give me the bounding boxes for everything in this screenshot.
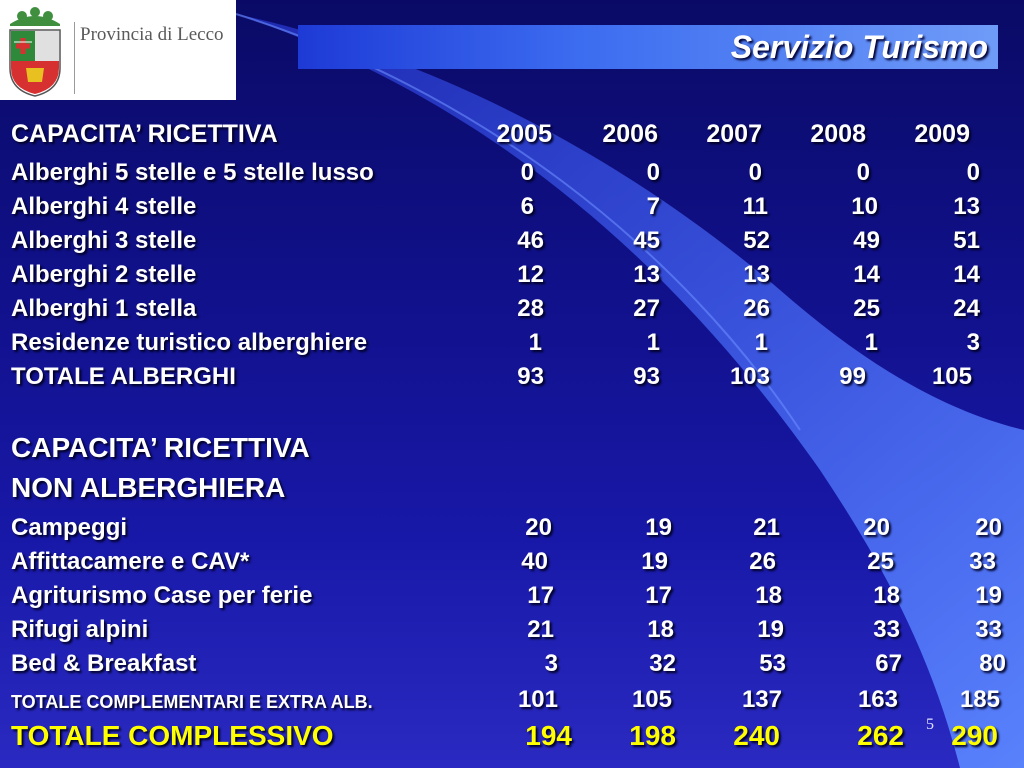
cell-value: 18 <box>873 582 900 609</box>
cell-value: 28 <box>517 295 544 322</box>
cell-value: 53 <box>759 650 786 677</box>
cell-value: 1 <box>646 329 660 356</box>
year-header: 2007 <box>706 120 762 148</box>
table-row <box>0 261 1024 293</box>
row-label: Bed & Breakfast <box>11 650 197 677</box>
cell-value: 25 <box>853 295 880 322</box>
table-row <box>0 616 1024 648</box>
page-title: Servizio Turismo <box>730 29 988 65</box>
cell-value: 13 <box>633 261 660 288</box>
cell-value: 0 <box>520 159 534 186</box>
cell-value: 25 <box>867 548 894 575</box>
cell-value: 198 <box>629 720 676 751</box>
table-row <box>0 514 1024 546</box>
cell-value: 40 <box>521 548 548 575</box>
cell-value: 33 <box>969 548 996 575</box>
row-label: TOTALE COMPLEMENTARI E EXTRA ALB. <box>11 692 373 712</box>
cell-value: 27 <box>633 295 660 322</box>
provincia-crest-icon <box>4 2 66 98</box>
cell-value: 33 <box>975 616 1002 643</box>
table-row <box>0 548 1024 580</box>
row-label: Alberghi 3 stelle <box>11 227 197 254</box>
cell-value: 45 <box>633 227 660 254</box>
cell-value: 3 <box>544 650 558 677</box>
cell-value: 80 <box>979 650 1006 677</box>
logo-area <box>0 0 236 100</box>
year-header: 2005 <box>496 120 552 148</box>
cell-value: 18 <box>755 582 782 609</box>
cell-value: 18 <box>647 616 674 643</box>
row-label: Alberghi 1 stella <box>11 295 197 322</box>
cell-value: 20 <box>863 514 890 541</box>
cell-value: 12 <box>517 261 544 288</box>
page-number: 5 <box>926 716 934 733</box>
row-label: Rifugi alpini <box>11 616 149 643</box>
cell-value: 194 <box>525 720 572 751</box>
cell-value: 33 <box>873 616 900 643</box>
table-row <box>0 650 1024 682</box>
cell-value: 17 <box>645 582 672 609</box>
cell-value: 21 <box>753 514 780 541</box>
cell-value: 19 <box>645 514 672 541</box>
total-overall-row <box>0 720 1024 758</box>
total-extra-row <box>0 686 1024 718</box>
table1-heading: CAPACITA’ RICETTIVA <box>11 120 278 148</box>
cell-value: 17 <box>527 582 554 609</box>
cell-value: 0 <box>646 159 660 186</box>
cell-value: 137 <box>741 686 782 713</box>
table2-heading: NON ALBERGHIERA <box>11 472 286 503</box>
cell-value: 185 <box>959 686 1000 713</box>
cell-value: 49 <box>853 227 880 254</box>
cell-value: 290 <box>951 720 998 751</box>
cell-value: 93 <box>517 363 544 390</box>
cell-value: 52 <box>743 227 770 254</box>
cell-value: 32 <box>649 650 676 677</box>
cell-value: 1 <box>754 329 768 356</box>
cell-value: 46 <box>517 227 544 254</box>
cell-value: 6 <box>520 193 534 220</box>
table-row <box>0 159 1024 191</box>
cell-value: 0 <box>748 159 762 186</box>
year-header: 2009 <box>914 120 970 148</box>
cell-value: 20 <box>525 514 552 541</box>
cell-value: 67 <box>875 650 902 677</box>
cell-value: 0 <box>856 159 870 186</box>
cell-value: 11 <box>742 193 768 220</box>
cell-value: 21 <box>527 616 554 643</box>
cell-value: 19 <box>641 548 668 575</box>
cell-value: 24 <box>953 295 980 322</box>
cell-value: 14 <box>953 261 980 288</box>
cell-value: 105 <box>631 686 672 713</box>
table-row <box>0 193 1024 225</box>
table-row <box>0 329 1024 361</box>
table-row <box>0 227 1024 259</box>
cell-value: 13 <box>743 261 770 288</box>
cell-value: 1 <box>528 329 542 356</box>
cell-value: 1 <box>864 329 878 356</box>
cell-value: 240 <box>733 720 780 751</box>
cell-value: 14 <box>853 261 880 288</box>
cell-value: 262 <box>857 720 904 751</box>
cell-value: 13 <box>953 193 980 220</box>
row-label: TOTALE ALBERGHI <box>11 363 236 390</box>
table-row <box>0 295 1024 327</box>
cell-value: 103 <box>729 363 770 390</box>
cell-value: 19 <box>757 616 784 643</box>
row-label: Agriturismo Case per ferie <box>11 582 313 609</box>
cell-value: 101 <box>517 686 558 713</box>
logo-text: Provincia di Lecco <box>80 24 224 45</box>
table1-header-row <box>0 120 1024 154</box>
row-label: Affittacamere e CAV* <box>11 548 250 575</box>
table2-heading-line2 <box>0 472 1024 510</box>
row-label: Alberghi 5 stelle e 5 stelle lusso <box>11 159 374 186</box>
row-label: Alberghi 4 stelle <box>11 193 197 220</box>
table2-heading: CAPACITA’ RICETTIVA <box>11 432 310 463</box>
table-row <box>0 582 1024 614</box>
logo-divider <box>74 22 75 94</box>
year-header: 2006 <box>602 120 658 148</box>
year-header: 2008 <box>810 120 866 148</box>
cell-value: 93 <box>633 363 660 390</box>
table-row <box>0 363 1024 395</box>
cell-value: 26 <box>743 295 770 322</box>
cell-value: 19 <box>975 582 1002 609</box>
cell-value: 99 <box>839 363 866 390</box>
cell-value: 163 <box>857 686 898 713</box>
cell-value: 26 <box>749 548 776 575</box>
cell-value: 51 <box>953 227 980 254</box>
row-label: Alberghi 2 stelle <box>11 261 197 288</box>
title-bar <box>298 25 998 69</box>
cell-value: 7 <box>646 193 660 220</box>
table2-heading-line1 <box>0 432 1024 470</box>
cell-value: 105 <box>931 363 972 390</box>
row-label: TOTALE COMPLESSIVO <box>11 720 334 751</box>
cell-value: 10 <box>851 193 878 220</box>
row-label: Campeggi <box>11 514 128 541</box>
row-label: Residenze turistico alberghiere <box>11 329 368 356</box>
cell-value: 0 <box>966 159 980 186</box>
cell-value: 3 <box>966 329 980 356</box>
cell-value: 20 <box>975 514 1002 541</box>
